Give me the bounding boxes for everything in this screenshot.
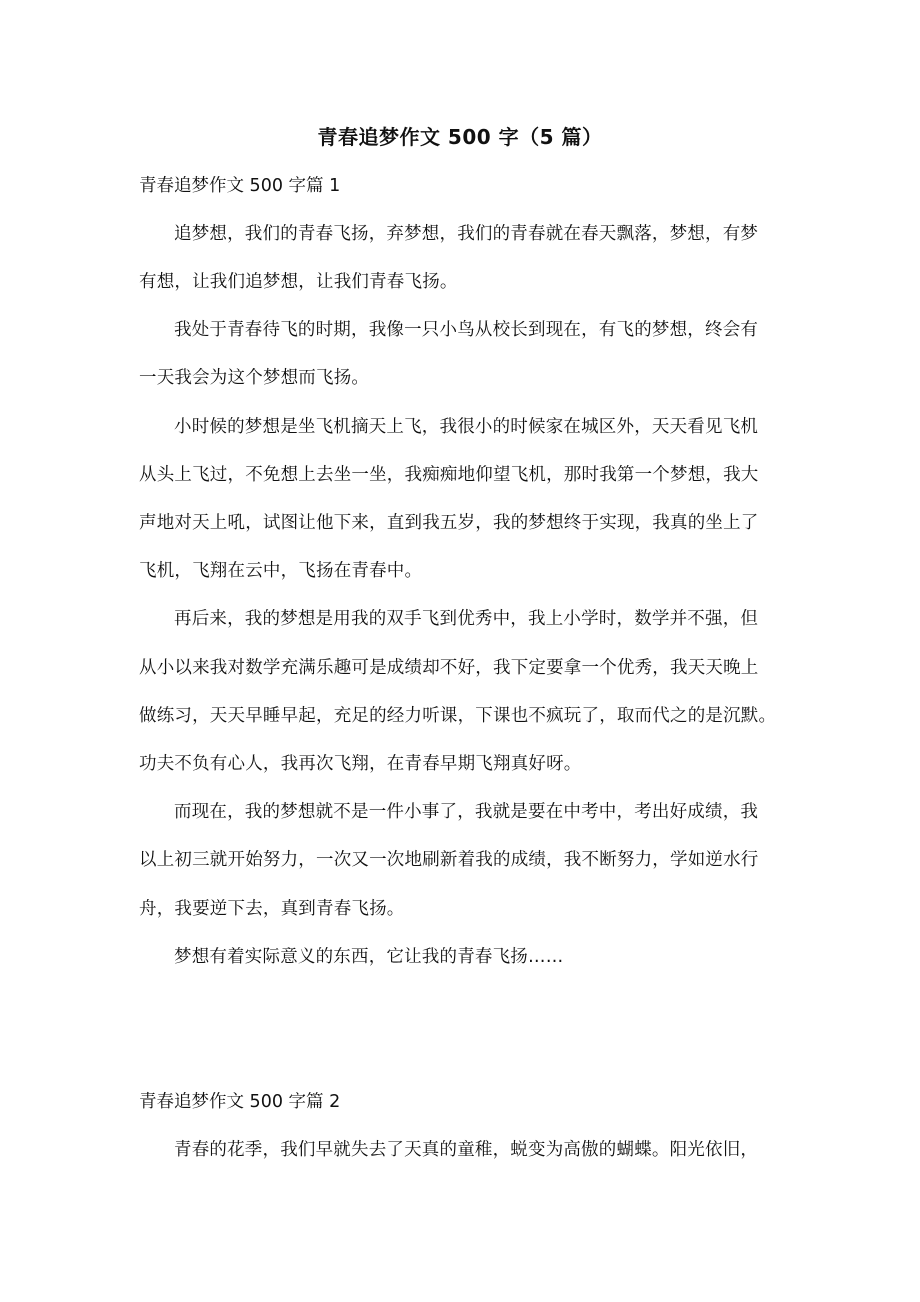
text-line: 追梦想，我们的青春飞扬，弃梦想，我们的青春就在春天飘落，梦想，有梦	[174, 224, 759, 244]
text-line: 以上初三就开始努力，一次又一次地刷新着我的成绩，我不断努力，学如逆水行	[139, 850, 759, 870]
text-line: 声地对天上吼，试图让他下来，直到我五岁，我的梦想终于实现，我真的坐上了	[139, 513, 759, 533]
text-line: 梦想有着实际意义的东西，它让我的青春飞扬……	[174, 947, 564, 967]
text-line: 小时候的梦想是坐飞机摘天上飞，我很小的时候家在城区外，天天看见飞机	[174, 417, 759, 437]
document-title: 青春追梦作文 500 字（5 篇）	[317, 125, 603, 149]
text-line: 再后来，我的梦想是用我的双手飞到优秀中，我上小学时，数学并不强，但	[174, 609, 759, 629]
text-line: 而现在，我的梦想就不是一件小事了，我就是要在中考中，考出好成绩，我	[174, 802, 759, 822]
text-line: 我处于青春待飞的时期，我像一只小鸟从校长到现在，有飞的梦想，终会有	[174, 320, 759, 340]
text-line: 从头上飞过，不免想上去坐一坐，我痴痴地仰望飞机，那时我第一个梦想，我大	[139, 465, 759, 485]
text-line: 飞机，飞翔在云中，飞扬在青春中。	[139, 561, 423, 581]
text-line: 舟，我要逆下去，真到青春飞扬。	[139, 899, 405, 919]
essay-1-heading: 青春追梦作文 500 字篇 1	[139, 176, 341, 196]
text-line: 青春的花季，我们早就失去了天真的童稚，蜕变为高傲的蝴蝶。阳光依旧，	[174, 1140, 759, 1160]
text-line: 有想，让我们追梦想，让我们青春飞扬。	[139, 272, 458, 292]
text-line: 功夫不负有心人，我再次飞翔，在青春早期飞翔真好呀。	[139, 754, 582, 774]
text-line: 从小以来我对数学充满乐趣可是成绩却不好，我下定要拿一个优秀，我天天晚上	[139, 658, 759, 678]
essay-2-heading: 青春追梦作文 500 字篇 2	[139, 1092, 341, 1112]
text-line: 做练习，天天早睡早起，充足的经力听课，下课也不疯玩了，取而代之的是沉默。	[139, 706, 777, 726]
text-line: 一天我会为这个梦想而飞扬。	[139, 368, 370, 388]
